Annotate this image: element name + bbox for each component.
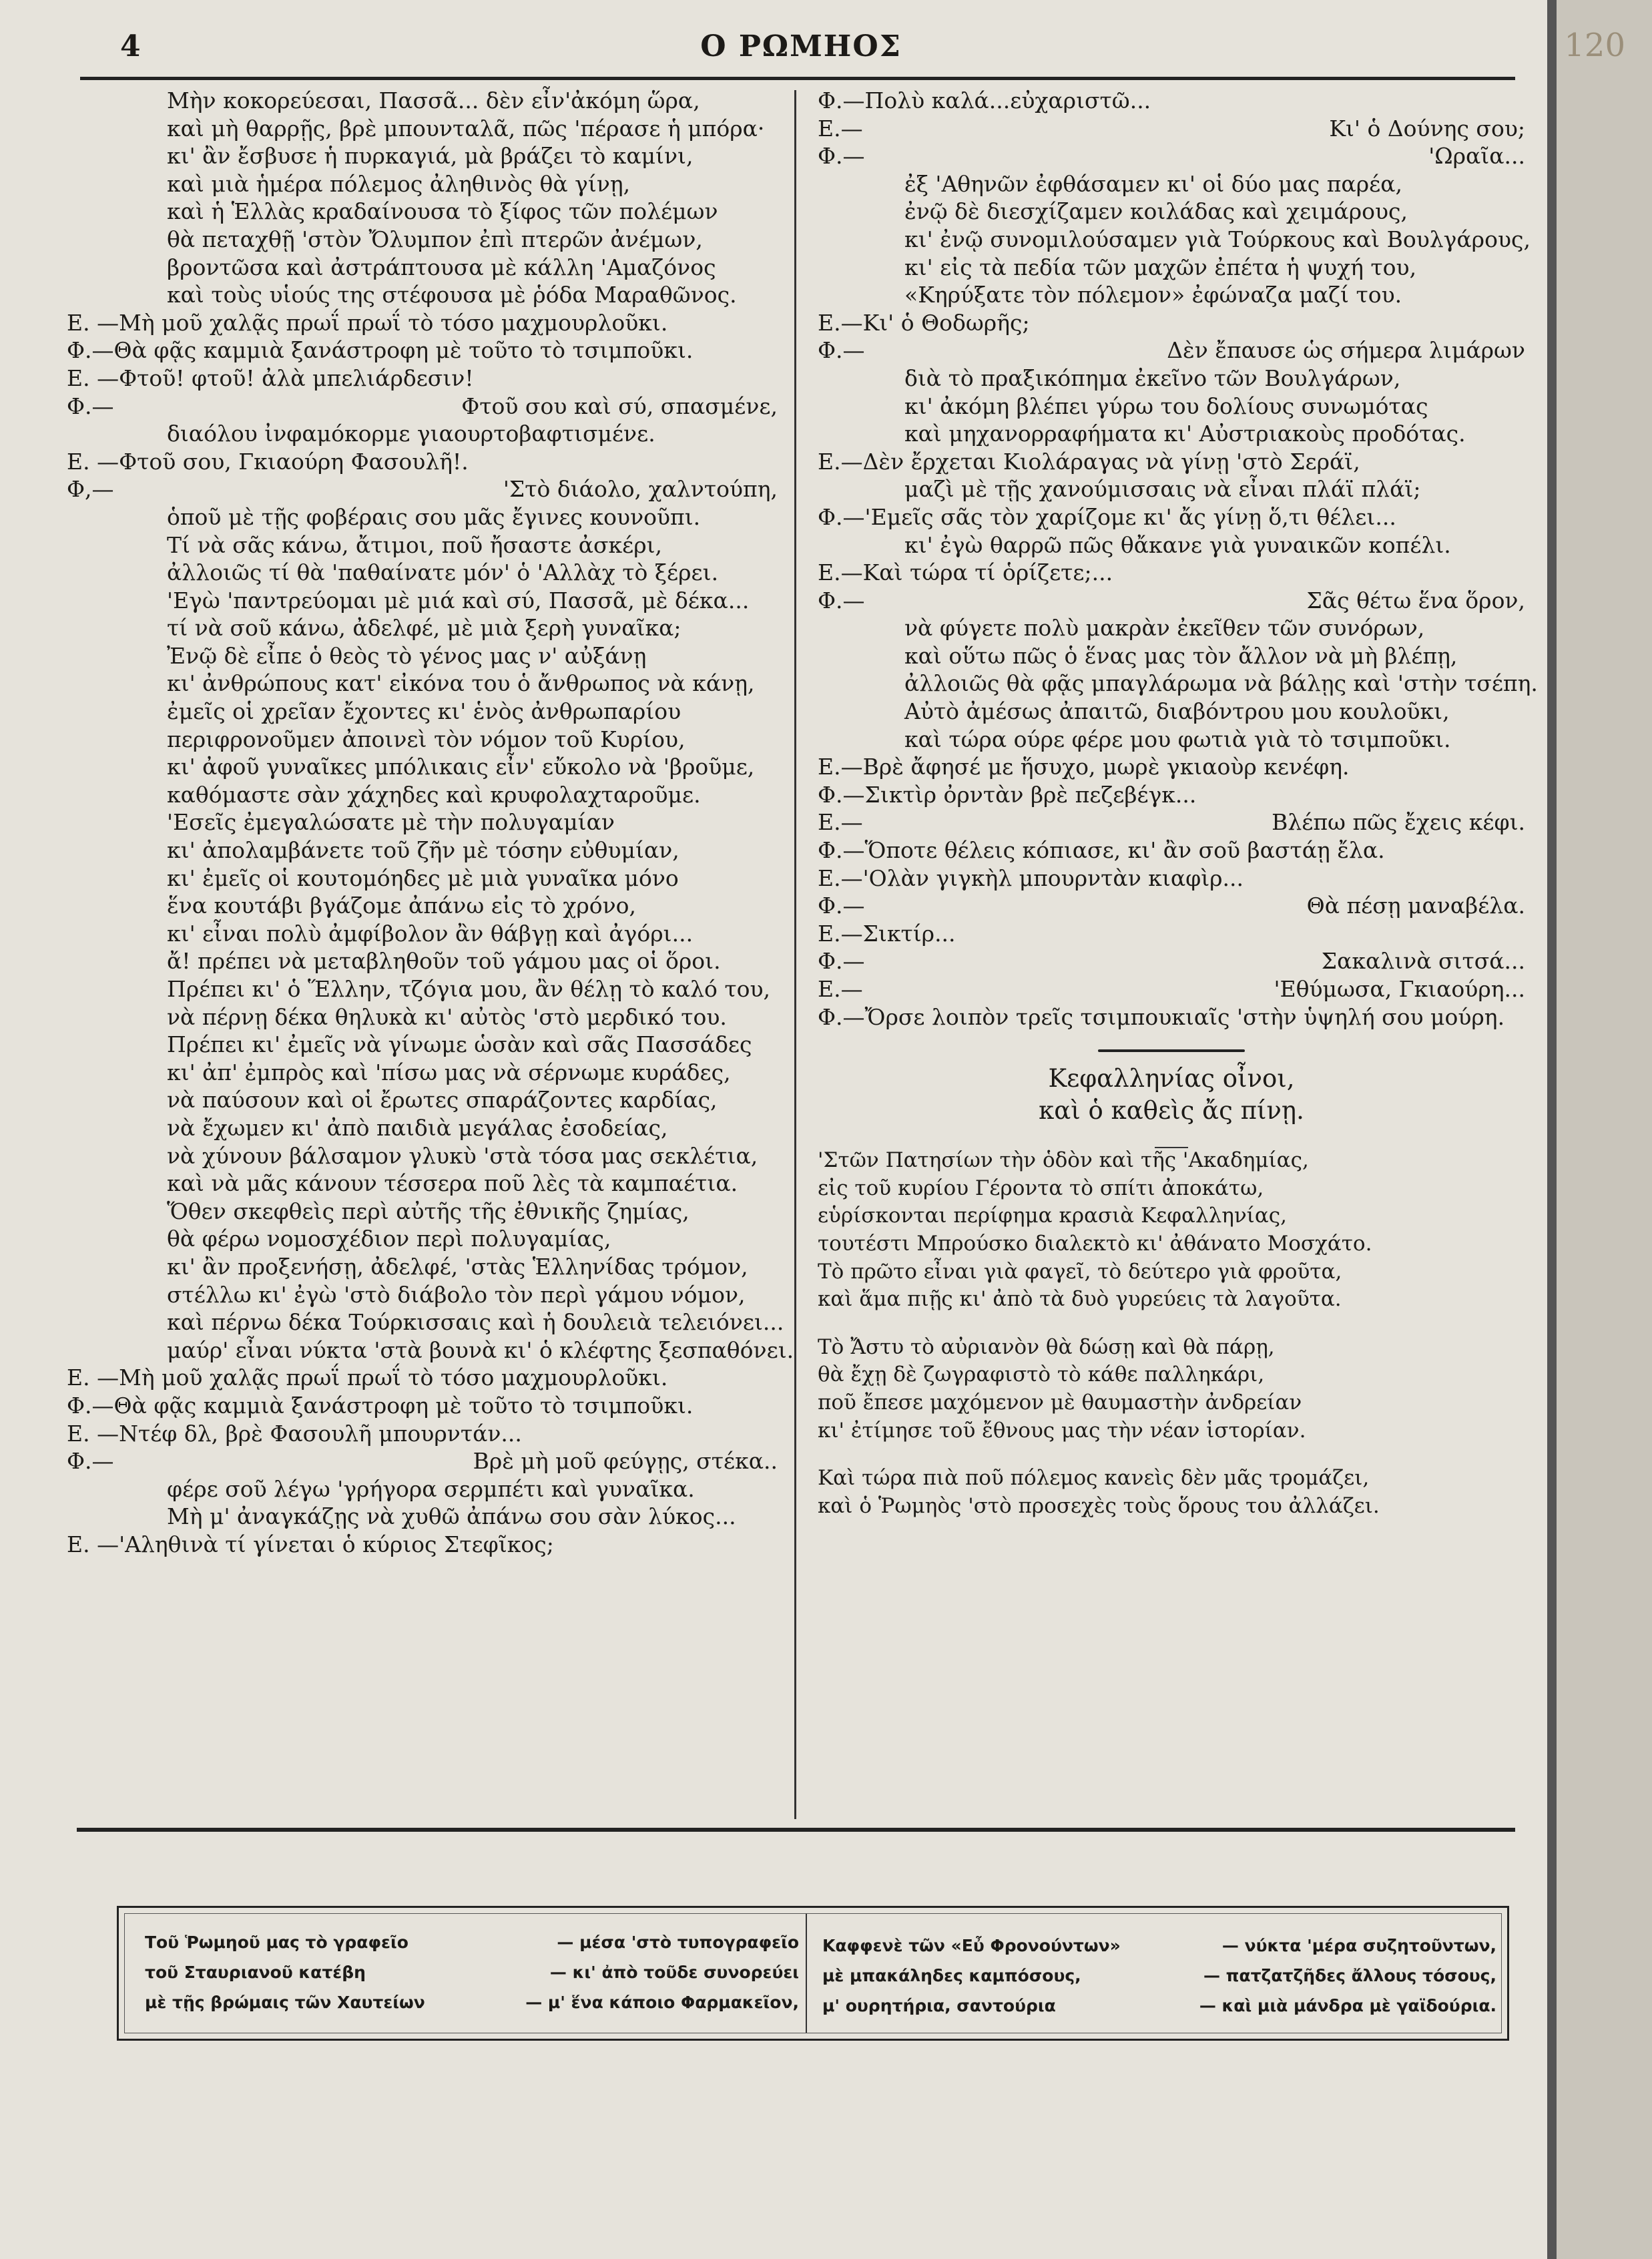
verse-text: Βλέπω πῶς ἔχεις κέφι.	[1272, 809, 1525, 836]
ad-divider	[806, 1914, 807, 2033]
margin-note: 120	[1564, 27, 1625, 64]
verse-line: Τὸ πρῶτο εἶναι γιὰ φαγεῖ, τὸ δεύτερο γιὰ φροῦτα,	[818, 1259, 1342, 1284]
text-line	[818, 142, 1525, 170]
text-line: Μὴν κοκορεύεσαι, Πασσᾶ... δὲν εἶν'ἀκόμη ὥρα,	[167, 87, 700, 113]
ad-line-end: — πατζατζῆδες ἄλλους τόσους,	[1203, 1966, 1496, 1985]
ad-right-block	[822, 1931, 1496, 2021]
text-line: Ε.—Σικτίρ...	[818, 920, 956, 947]
text-line: τί νὰ σοῦ κάνω, ἀδελφέ, μὲ μιὰ ξερὴ γυναῖκα;	[167, 615, 681, 642]
text-line: καὶ πέρνω δέκα Τούρκισσαις καὶ ἡ δουλειὰ τελειόνει...	[167, 1309, 784, 1336]
text-line: καὶ τοὺς υἱούς της στέφουσα μὲ ῥόδα Μαραθῶνος.	[167, 282, 737, 308]
wine-paragraph-3	[818, 1465, 1525, 1520]
verse-text: Δὲν ἔπαυσε ὡς σήμερα λιμάρων	[1167, 337, 1525, 364]
verse-text: Βρὲ μὴ μοῦ φεύγῃς, στέκα..	[473, 1448, 778, 1475]
header-rule	[80, 77, 1515, 80]
ad-left-block	[145, 1927, 799, 2017]
text-line: μαύρ' εἶναι νύκτα 'στὰ βουνὰ κι' ὁ κλέφτης ξεσπαθόνει.	[167, 1336, 794, 1363]
verse-line: Τὸ Ἄστυ τὸ αὐριανὸν θὰ δώσῃ καὶ θὰ πάρῃ,	[818, 1334, 1275, 1359]
ad-line-start: μ' ουρητήρια, σαντούρια	[822, 1996, 1056, 2015]
wine-paragraph-2	[818, 1334, 1525, 1445]
text-line	[818, 115, 1525, 143]
text-line: ἄ! πρέπει νὰ μεταβληθοῦν τοῦ γάμου μας οἱ ὅροι.	[167, 948, 721, 975]
text-line: Ε. —Μὴ μοῦ χαλᾷς πρωΐ πρωΐ τὸ τόσο μαχμουρλοῦκι.	[67, 1364, 668, 1391]
column-divider	[794, 90, 796, 1819]
text-line: Ε. —Φτοῦ! φτοῦ! ἀλὰ μπελιάρδεσιν!	[67, 364, 474, 391]
ad-line	[822, 1931, 1496, 1961]
text-line: Φ.—Θὰ φᾷς καμμιὰ ξανάστροφη μὲ τοῦτο τὸ τσιμποῦκι.	[67, 337, 694, 364]
speaker-label: Φ.—	[818, 337, 865, 364]
text-line: κι' εἰς τὰ πεδία τῶν μαχῶν ἐπέτα ἡ ψυχή του,	[904, 254, 1417, 280]
ad-line-end: — καὶ μιὰ μάνδρα μὲ γαϊδούρια.	[1199, 1996, 1496, 2015]
verse-line: τουτέστι Μπρούσκο διαλεκτὸ κι' ἀθάνατο Μοσχάτο.	[818, 1231, 1372, 1256]
ad-line	[822, 1991, 1496, 2021]
text-line: περιφρονοῦμεν ἀποινεὶ τὸν νόμον τοῦ Κυρίου,	[167, 726, 685, 752]
ad-line-start: Καφφενὲ τῶν «Εὖ Φρονούντων»	[822, 1936, 1121, 1955]
text-line	[818, 975, 1525, 1003]
text-line	[818, 336, 1525, 364]
text-line: Πρέπει κι' ὁ Ἕλλην, τζόγια μου, ἂν θέλῃ τὸ καλό του,	[167, 976, 771, 1002]
ad-line-end: — μέσα 'στὸ τυπογραφεῖο	[557, 1933, 799, 1952]
adjacent-page-edge	[1547, 0, 1652, 2259]
footer-rule	[77, 1828, 1515, 1832]
text-line: Ε.—Βρὲ ἄφησέ με ἥσυχο, μωρὲ γκιαοὺρ κενέφη.	[818, 754, 1350, 780]
speaker-label: Φ.—	[818, 893, 865, 919]
verse-text: Θὰ πέσῃ μαναβέλα.	[1306, 893, 1525, 919]
text-line: στέλλω κι' ἐγὼ 'στὸ διάβολο τὸν περὶ γάμου νόμον,	[167, 1281, 746, 1308]
text-line: κι' ἂν ἔσβυσε ἡ πυρκαγιά, μὰ βράζει τὸ καμίνι,	[167, 143, 694, 170]
text-line: Τί νὰ σᾶς κάνω, ἄτιμοι, ποῦ ἤσαστε ἀσκέρι,	[167, 531, 663, 558]
text-line: θὰ φέρω νομοσχέδιον περὶ πολυγαμίας,	[167, 1226, 611, 1252]
page-header	[87, 24, 1515, 91]
verse-line: εἰς τοῦ κυρίου Γέροντα τὸ σπίτι ἀποκάτω,	[818, 1176, 1264, 1200]
text-line: νὰ παύσουν καὶ οἱ ἔρωτες σπαράζοντες καρδίας,	[167, 1087, 718, 1113]
verse-text: 'Ωραῖα...	[1428, 143, 1525, 170]
text-line: κι' ἀκόμη βλέπει γύρω του δολίους συνωμότας	[904, 393, 1428, 419]
section-ornament	[818, 1031, 1525, 1063]
text-line: καὶ ἡ Ἑλλὰς κραδαίνουσα τὸ ξίφος τῶν πολέμων	[167, 198, 718, 225]
text-line: κι' ἐνῷ συνομιλούσαμεν γιὰ Τούρκους καὶ Βουλγάρους,	[904, 226, 1531, 252]
speaker-label: Ε.—	[818, 115, 863, 142]
text-line: Ε. —Φτοῦ σου, Γκιαούρη Φασουλῆ!.	[67, 448, 469, 475]
verse-line: καὶ ὁ Ῥωμηὸς 'στὸ προσεχὲς τοὺς ὅρους του ἀλλάζει.	[818, 1493, 1380, 1518]
text-line: Αὐτὸ ἀμέσως ἀπαιτῶ, διαβόντρου μου κουλοῦκι,	[904, 698, 1450, 725]
text-line	[67, 1447, 778, 1475]
ad-line	[145, 1927, 799, 1957]
speaker-label: Φ,—	[67, 476, 114, 503]
right-column	[818, 87, 1538, 1520]
speaker-label: Φ.—	[818, 948, 865, 975]
verse-text: Φτοῦ σου καὶ σύ, σπασμένε,	[461, 393, 778, 419]
verse-line: εὑρίσκονται περίφημα κρασιὰ Κεφαλληνίας,	[818, 1204, 1287, 1228]
ad-line	[822, 1961, 1496, 1991]
text-line: καὶ νὰ μᾶς κάνουν τέσσερα ποῦ λὲς τὰ καμπαέτια.	[167, 1170, 738, 1197]
speaker-label: Ε.—	[818, 809, 863, 836]
verse-text: Σακαλινὰ σιτσά...	[1321, 948, 1525, 975]
ad-line-end: — κι' ἀπὸ τοῦδε συνορεύει	[549, 1963, 799, 1982]
verse-line: 'Στῶν Πατησίων τὴν ὁδὸν καὶ τῆς 'Ακαδημίας,	[818, 1148, 1309, 1173]
text-line: Φ.—Πολὺ καλά...εὐχαριστῶ...	[818, 87, 1151, 113]
verse-line: κι' ἐτίμησε τοῦ ἔθνους μας τὴν νέαν ἱστορίαν.	[818, 1418, 1306, 1443]
verse-line: Καὶ τώρα πιὰ ποῦ πόλεμος κανεὶς δὲν μᾶς τρομάζει,	[818, 1466, 1370, 1491]
text-line: καὶ μηχανορραφήματα κι' Αὐστριακοὺς προδότας.	[904, 421, 1466, 447]
speaker-label: Φ.—	[818, 143, 865, 170]
speaker-label: Φ.—	[67, 1448, 114, 1475]
text-line: Φ.—'Εμεῖς σᾶς τὸν χαρίζομε κι' ἄς γίνῃ ὅ,τι θέλει...	[818, 503, 1396, 530]
verse-text: Κι' ὁ Δούνης σου;	[1329, 115, 1525, 142]
text-line: Ε.—Δὲν ἔρχεται Κιολάραγας νὰ γίνῃ 'στὸ Σεράϊ,	[818, 448, 1360, 475]
text-line: Ε.—Κι' ὁ Θοδωρῆς;	[818, 309, 1030, 336]
ad-line-start: τοῦ Σταυριανοῦ κατέβη	[145, 1963, 366, 1982]
text-line: μαζὶ μὲ τῇς χανούμισσαις νὰ εἶναι πλάϊ πλάϊ;	[904, 476, 1421, 503]
speaker-label: Φ.—	[67, 393, 114, 419]
ad-line	[145, 1957, 799, 1987]
text-line: Φ.—Ὅποτε θέλεις κόπιασε, κι' ἂν σοῦ βαστάῃ ἔλα.	[818, 837, 1385, 864]
text-line: Ὅθεν σκεφθεὶς περὶ αὐτῆς τῆς ἐθνικῆς ζημίας,	[167, 1198, 690, 1224]
dialogue-continued	[818, 87, 1538, 1031]
text-line: κι' ἂν προξενήσῃ, ἀδελφέ, 'στὰς Ἑλληνίδας τρόμον,	[167, 1253, 748, 1280]
ad-line-end: — νύκτα 'μέρα συζητοῦντων,	[1221, 1936, 1496, 1955]
text-line: Φ.—Θὰ φᾷς καμμιὰ ξανάστροφη μὲ τοῦτο τὸ τσιμποῦκι.	[67, 1392, 694, 1419]
wine-title-line1: Κεφαλληνίας οἶνοι,	[1048, 1064, 1295, 1093]
text-line	[818, 892, 1525, 920]
text-line: Ε.—'Ολὰν γιγκὴλ μπουρντὰν κιαφὶρ...	[818, 864, 1244, 891]
text-line: Ἐνῷ δὲ εἶπε ὁ θεὸς τὸ γένος μας ν' αὐξάνῃ	[167, 642, 647, 669]
advertisement-box	[117, 1906, 1509, 2041]
text-line: «Κηρύξατε τὸν πόλεμον» ἐφώναζα μαζί του.	[904, 282, 1402, 308]
text-line: κι' ἀπ' ἐμπρὸς καὶ 'πίσω μας νὰ σέρνωμε κυράδες,	[167, 1059, 731, 1085]
text-line: ἕνα κουτάβι βγάζομε ἀπάνω εἰς τὸ χρόνο,	[167, 893, 637, 919]
text-line: θὰ πεταχθῇ 'στὸν Ὄλυμπον ἐπὶ πτερῶν ἀνέμων,	[167, 226, 703, 252]
text-line: νὰ φύγετε πολὺ μακρὰν ἐκεῖθεν τῶν συνόρων,	[904, 615, 1425, 642]
text-line: κι' εἶναι πολὺ ἀμφίβολον ἂν θάβγῃ καὶ ἀγόρι...	[167, 920, 694, 947]
speaker-label: Φ.—	[818, 587, 865, 613]
text-line	[67, 393, 778, 421]
text-line: Πρέπει κι' ἐμεῖς νὰ γίνωμε ὡσὰν καὶ σᾶς Πασσάδες	[167, 1031, 752, 1058]
wine-title-line2: καὶ ὁ καθεὶς ἄς πίνῃ.	[1039, 1096, 1304, 1125]
text-line: ἐξ 'Αθηνῶν ἐφθάσαμεν κι' οἱ δύο μας παρέα,	[904, 170, 1402, 197]
text-line: Φ.—Σικτὶρ ὀρντὰν βρὲ πεζεβέγκ...	[818, 781, 1197, 808]
text-line	[818, 587, 1525, 615]
text-line: Ε. —'Αληθινὰ τί γίνεται ὁ κύριος Στεφῖκος;	[67, 1531, 554, 1557]
speaker-label: Ε.—	[818, 976, 863, 1002]
text-line: κι' ἀνθρώπους κατ' εἰκόνα του ὁ ἄνθρωπος νὰ κάνῃ,	[167, 670, 755, 697]
verse-line: ποῦ ἔπεσε μαχόμενον μὲ θαυμαστὴν ἀνδρείαν	[818, 1390, 1302, 1415]
ad-line-start: Τοῦ Ῥωμηοῦ μας τὸ γραφεῖο	[145, 1933, 408, 1952]
text-line: κι' ἀφοῦ γυναῖκες μπόλικαις εἶν' εὔκολο νὰ 'βροῦμε,	[167, 754, 755, 780]
text-line: 'Εγὼ 'παντρεύομαι μὲ μιά καὶ σύ, Πασσᾶ, μὲ δέκα...	[167, 587, 750, 613]
text-line: ὁποῦ μὲ τῇς φοβέραις σου μᾶς ἔγινες κουνοῦπι.	[167, 503, 701, 530]
wine-paragraph-1	[818, 1147, 1525, 1314]
text-line: καὶ οὕτω πῶς ὁ ἕνας μας τὸν ἄλλον νὰ μὴ βλέπῃ,	[904, 642, 1458, 669]
text-line: Ε.—Καὶ τώρα τί ὁρίζετε;...	[818, 559, 1113, 586]
text-line: Μὴ μ' ἀναγκάζῃς νὰ χυθῶ ἀπάνω σου σὰν λύκος...	[167, 1503, 736, 1530]
verse-text: 'Εθύμωσα, Γκιαούρη...	[1274, 976, 1525, 1002]
text-line: ἀλλοιῶς θὰ φᾷς μπαγλάρωμα νὰ βάλῃς καὶ 'στὴν τσέπη.	[904, 670, 1538, 697]
verse-line: θὰ ἔχῃ δὲ ζωγραφιστὸ τὸ κάθε παλληκάρι,	[818, 1362, 1265, 1387]
text-line: κι' ἐμεῖς οἱ κουτομόηδες μὲ μιὰ γυναῖκα μόνο	[167, 864, 679, 891]
text-line: καὶ τώρα ούρε φέρε μου φωτιὰ γιὰ τὸ τσιμποῦκι.	[904, 726, 1451, 752]
masthead-title: Ο ΡΩΜΗΟΣ	[700, 29, 902, 63]
ad-line	[145, 1987, 799, 2017]
verse-text: 'Στὸ διάολο, χαλντούπη,	[503, 476, 778, 503]
ad-line-end: — μ' ἕνα κάποιο Φαρμακεῖον,	[525, 1993, 799, 2012]
text-line: ἐνῷ δὲ διεσχίζαμεν κοιλάδας καὶ χειμάρους,	[904, 198, 1408, 225]
text-line: καὶ μὴ θαρρῇς, βρὲ μπουνταλᾶ, πῶς 'πέρασε ἡ μπόρα·	[167, 115, 765, 142]
text-line: 'Εσεῖς ἐμεγαλώσατε μὲ τὴν πολυγαμίαν	[167, 809, 615, 836]
title-dash	[818, 1127, 1525, 1147]
text-line: διαόλου ἰνφαμόκορμε γιαουρτοβαφτισμένε.	[167, 421, 655, 447]
text-line	[818, 947, 1525, 975]
left-column	[67, 87, 794, 1558]
text-line: Ε. —Μὴ μοῦ χαλᾷς πρωΐ πρωΐ τὸ τόσο μαχμουρλοῦκι.	[67, 309, 668, 336]
binding-shadow	[1547, 0, 1557, 2259]
text-line: Ε. —Ντέφ δλ, βρὲ Φασουλῆ μπουρντάν...	[67, 1420, 522, 1447]
text-line: διὰ τὸ πραξικόπημα ἐκεῖνο τῶν Βουλγάρων,	[904, 364, 1401, 391]
text-line: καὶ μιὰ ἡμέρα πόλεμος ἀληθινὸς θὰ γίνῃ,	[167, 170, 631, 197]
text-line: φέρε σοῦ λέγω 'γρήγορα σερμπέτι καὶ γυναῖκα.	[167, 1475, 695, 1502]
text-line: νὰ ἔχωμεν κι' ἀπὸ παιδιὰ μεγάλας ἐσοδείας,	[167, 1114, 668, 1141]
ad-line-start: μὲ μπακάληδες καμπόσους,	[822, 1966, 1081, 1985]
text-line: ἐμεῖς οἱ χρεῖαν ἔχοντες κι' ἑνὸς ἀνθρωπαρίου	[167, 698, 681, 725]
text-line	[67, 475, 778, 503]
text-line: κι' ἐγὼ θαρρῶ πῶς θἄκανε γιὰ γυναικῶν κοπέλι.	[904, 531, 1451, 558]
text-line: νὰ πέρνῃ δέκα θηλυκὰ κι' αὐτὸς 'στὸ μερδικό του.	[167, 1003, 727, 1030]
text-line: καθόμαστε σὰν χάχηδες καὶ κρυφολαχταροῦμε.	[167, 781, 701, 808]
text-line: νὰ χύνουν βάλσαμον γλυκὺ 'στὰ τόσα μας σεκλέτια,	[167, 1142, 758, 1169]
text-line: βροντῶσα καὶ ἀστράπτουσα μὲ κάλλη 'Αμαζόνος	[167, 254, 716, 280]
text-line	[818, 808, 1525, 836]
ad-line-start: μὲ τῇς βρώμαις τῶν Χαυτείων	[145, 1993, 425, 2012]
text-line: Φ.—Ὄρσε λοιπὸν τρεῖς τσιμπουκιαῖς 'στὴν ὑψηλή σου μούρη.	[818, 1003, 1505, 1030]
wine-section-title	[818, 1063, 1525, 1127]
verse-text: Σᾶς θέτω ἕνα ὅρον,	[1306, 587, 1525, 613]
verse-line: καὶ ἅμα πιῇς κι' ἀπὸ τὰ δυὸ γυρεύεις τὰ λαγοῦτα.	[818, 1287, 1342, 1312]
text-line: ἀλλοιῶς τί θὰ 'παθαίνατε μόν' ὁ 'Αλλὰχ τὸ ξέρει.	[167, 559, 719, 586]
text-line: κι' ἀπολαμβάνετε τοῦ ζῆν μὲ τόσην εὐθυμίαν,	[167, 837, 679, 864]
page-number: 4	[120, 29, 141, 63]
